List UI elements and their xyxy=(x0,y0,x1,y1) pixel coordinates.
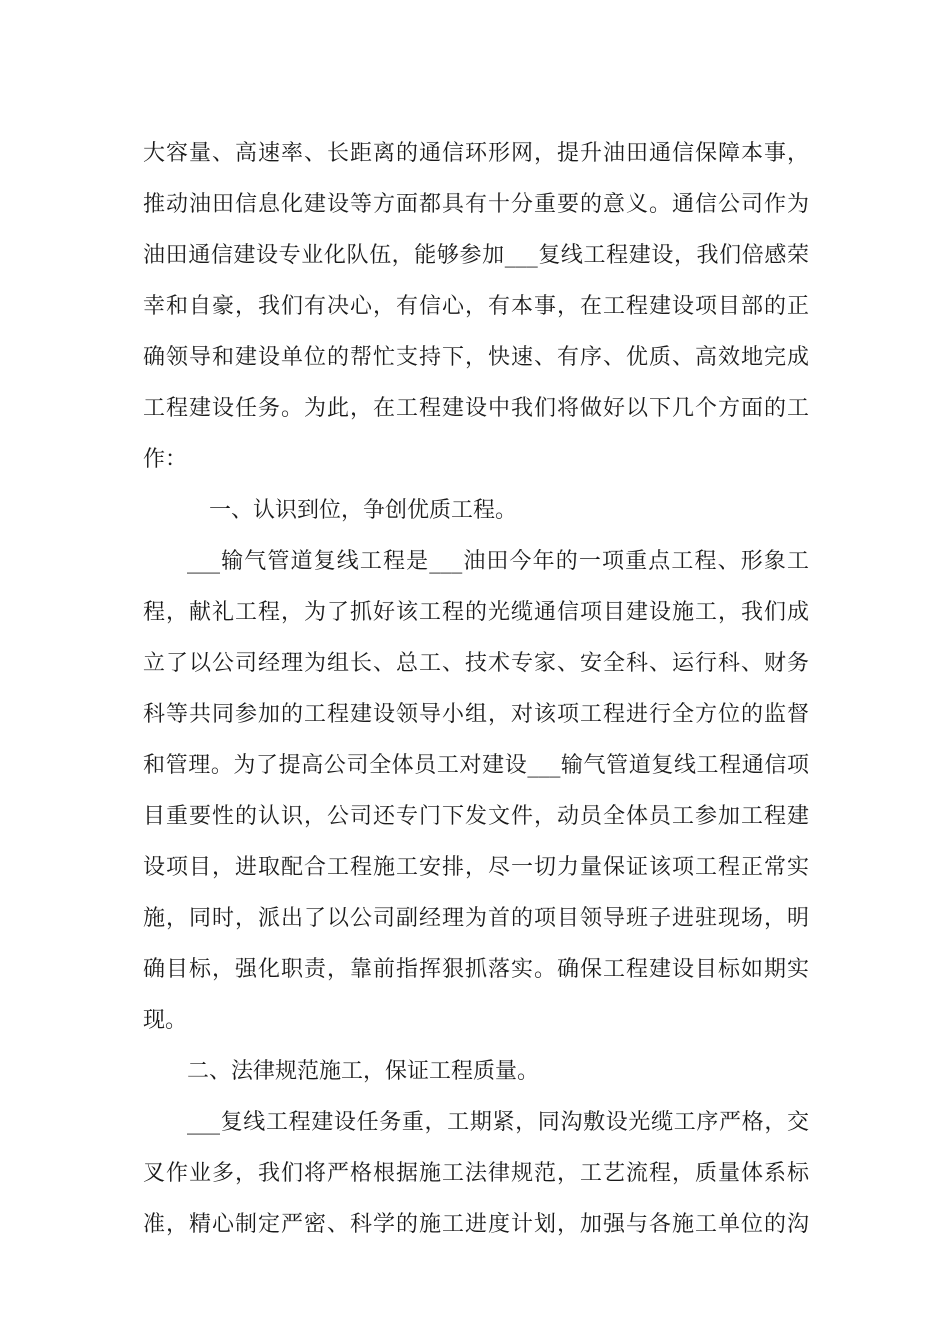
document-body xyxy=(143,128,809,1250)
paragraph-line: 油田通信建设专业化队伍，能够参加___复线工程建设，我们倍感荣 xyxy=(143,243,809,268)
paragraph-line: 准，精心制定严密、科学的施工进度计划，加强与各施工单位的沟 xyxy=(143,1212,809,1237)
paragraph-line: 施，同时，派出了以公司副经理为首的项目领导班子进驻现场，明 xyxy=(143,906,809,931)
paragraph-line: 设项目，进取配合工程施工安排，尽一切力量保证该项工程正常实 xyxy=(143,855,809,880)
paragraph-line: 科等共同参加的工程建设领导小组，对该项工程进行全方位的监督 xyxy=(143,702,809,727)
paragraph-line: 和管理。为了提高公司全体员工对建设___输气管道复线工程通信项 xyxy=(143,753,809,778)
paragraph-line: 现。 xyxy=(143,1008,188,1033)
paragraph-line: ___输气管道复线工程是___油田今年的一项重点工程、形象工 xyxy=(187,549,809,574)
paragraph-line: 作： xyxy=(143,447,188,472)
paragraph-line: 大容量、高速率、长距离的通信环形网，提升油田通信保障本事， xyxy=(143,141,809,166)
paragraph-line: 确目标，强化职责，靠前指挥狠抓落实。确保工程建设目标如期实 xyxy=(143,957,809,982)
paragraph-line: 推动油田信息化建设等方面都具有十分重要的意义。通信公司作为 xyxy=(143,192,809,217)
paragraph-line: ___复线工程建设任务重，工期紧，同沟敷设光缆工序严格，交 xyxy=(187,1110,809,1135)
paragraph-line: 幸和自豪，我们有决心，有信心，有本事，在工程建设项目部的正 xyxy=(143,294,809,319)
paragraph-line: 确领导和建设单位的帮忙支持下，快速、有序、优质、高效地完成 xyxy=(143,345,809,370)
paragraph-line: 工程建设任务。为此，在工程建设中我们将做好以下几个方面的工 xyxy=(143,396,809,421)
section-heading: 二、法律规范施工，保证工程质量。 xyxy=(187,1059,540,1084)
paragraph-line: 叉作业多，我们将严格根据施工法律规范，工艺流程，质量体系标 xyxy=(143,1161,809,1186)
paragraph-line: 目重要性的认识，公司还专门下发文件，动员全体员工参加工程建 xyxy=(143,804,809,829)
section-heading: 一、认识到位，争创优质工程。 xyxy=(209,498,518,523)
paragraph-line: 程，献礼工程，为了抓好该工程的光缆通信项目建设施工，我们成 xyxy=(143,600,809,625)
paragraph-line: 立了以公司经理为组长、总工、技术专家、安全科、运行科、财务 xyxy=(143,651,809,676)
